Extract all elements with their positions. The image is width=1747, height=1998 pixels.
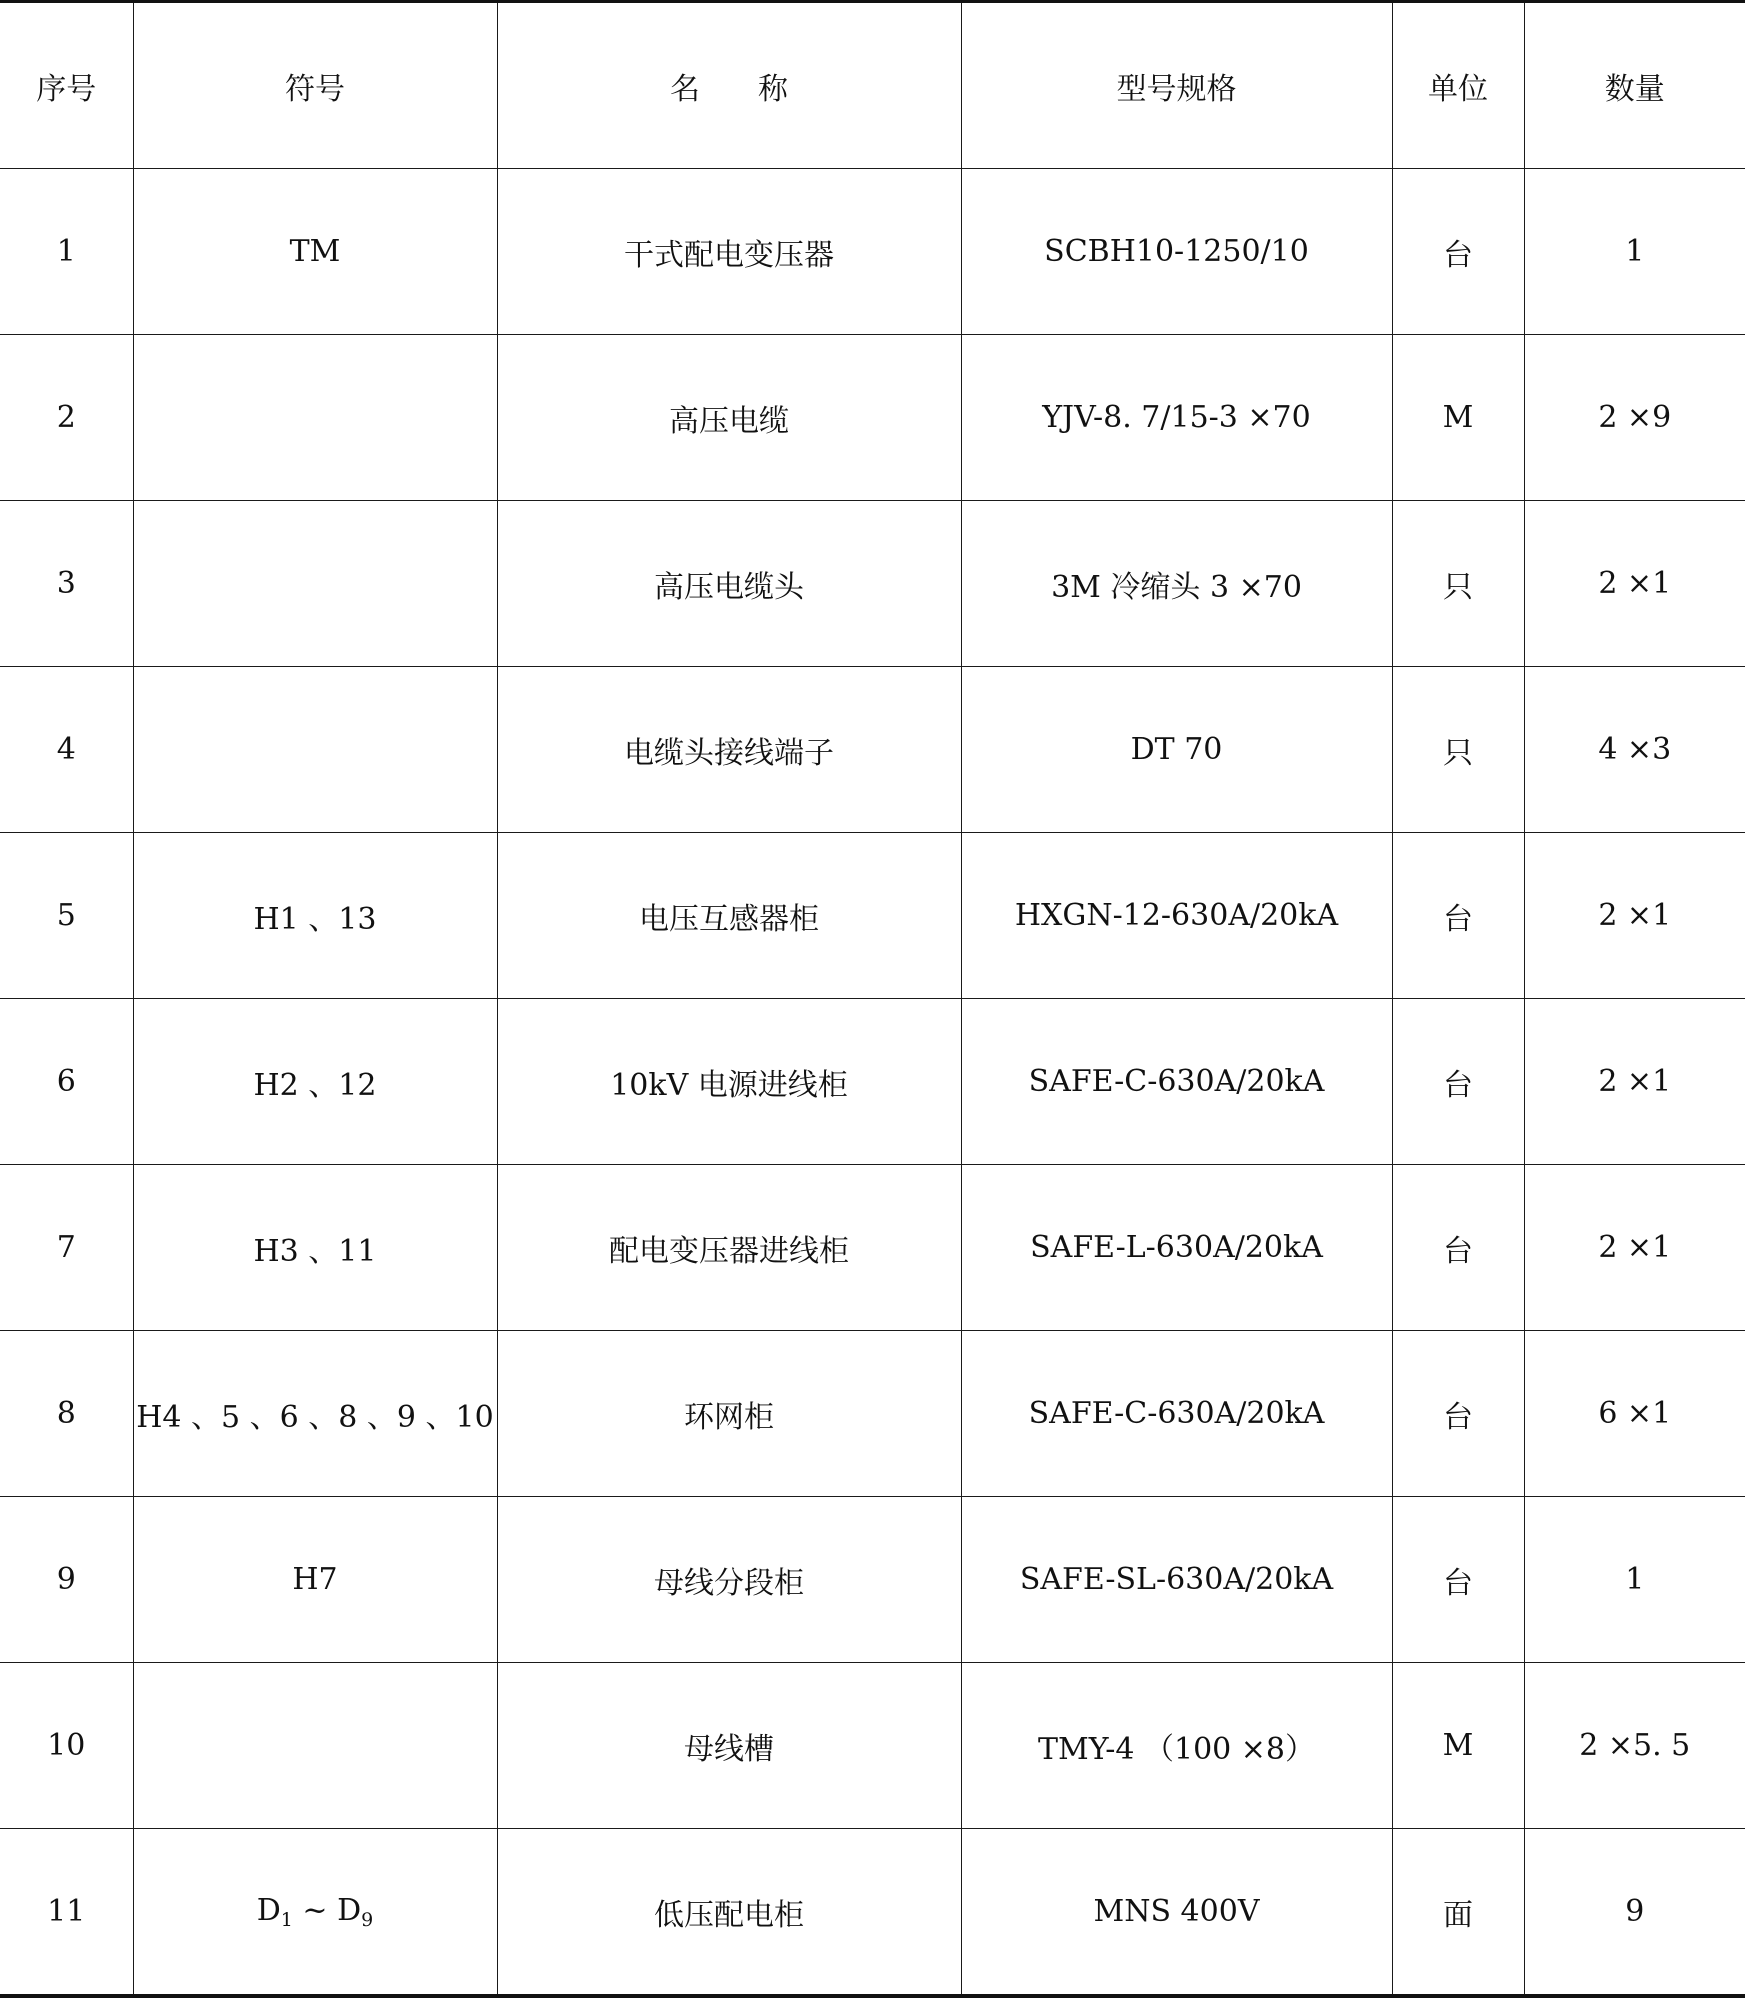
cell-name: 10kV 电源进线柜 xyxy=(497,999,961,1165)
cell-symbol: H2 、12 xyxy=(133,999,497,1165)
cell-symbol: H7 xyxy=(133,1497,497,1663)
cell-name: 电缆头接线端子 xyxy=(497,667,961,833)
cell-symbol: H3 、11 xyxy=(133,1165,497,1331)
table-row xyxy=(0,667,1745,833)
table-row xyxy=(0,501,1745,667)
header-unit: 单位 xyxy=(1392,2,1524,169)
cell-no: 2 xyxy=(0,335,133,501)
cell-unit: 台 xyxy=(1392,833,1524,999)
cell-quantity: 1 xyxy=(1524,169,1745,335)
table-row xyxy=(0,833,1745,999)
cell-model: MNS 400V xyxy=(961,1829,1392,1997)
symbol-subscript-a: 1 xyxy=(280,1908,293,1931)
cell-symbol xyxy=(133,1829,497,1997)
cell-name: 电压互感器柜 xyxy=(497,833,961,999)
cell-quantity: 1 xyxy=(1524,1497,1745,1663)
table-row xyxy=(0,1663,1745,1829)
symbol-subscript-b: 9 xyxy=(361,1908,374,1931)
cell-quantity: 4 ×3 xyxy=(1524,667,1745,833)
cell-name: 高压电缆 xyxy=(497,335,961,501)
cell-model: TMY-4 （100 ×8） xyxy=(961,1663,1392,1829)
cell-name: 配电变压器进线柜 xyxy=(497,1165,961,1331)
cell-no: 11 xyxy=(0,1829,133,1997)
cell-unit: 只 xyxy=(1392,501,1524,667)
cell-name: 干式配电变压器 xyxy=(497,169,961,335)
cell-name: 母线分段柜 xyxy=(497,1497,961,1663)
cell-no: 3 xyxy=(0,501,133,667)
cell-quantity: 2 ×1 xyxy=(1524,999,1745,1165)
cell-unit: 台 xyxy=(1392,1331,1524,1497)
table-row xyxy=(0,1829,1745,1997)
cell-no: 1 xyxy=(0,169,133,335)
header-name xyxy=(497,2,961,169)
cell-symbol: H1 、13 xyxy=(133,833,497,999)
table-row xyxy=(0,169,1745,335)
cell-no: 4 xyxy=(0,667,133,833)
cell-model: SAFE-C-630A/20kA xyxy=(961,1331,1392,1497)
cell-quantity: 2 ×5. 5 xyxy=(1524,1663,1745,1829)
cell-no: 6 xyxy=(0,999,133,1165)
cell-symbol xyxy=(133,335,497,501)
symbol-separator: ~ D xyxy=(292,1892,362,1928)
table-row xyxy=(0,1331,1745,1497)
table-row xyxy=(0,335,1745,501)
cell-symbol xyxy=(133,667,497,833)
cell-model: DT 70 xyxy=(961,667,1392,833)
cell-name: 低压配电柜 xyxy=(497,1829,961,1997)
cell-name: 高压电缆头 xyxy=(497,501,961,667)
cell-model: 3M 冷缩头 3 ×70 xyxy=(961,501,1392,667)
cell-model: HXGN-12-630A/20kA xyxy=(961,833,1392,999)
cell-unit: 台 xyxy=(1392,999,1524,1165)
cell-unit: 台 xyxy=(1392,1165,1524,1331)
table-row xyxy=(0,1165,1745,1331)
cell-no: 8 xyxy=(0,1331,133,1497)
cell-unit: 台 xyxy=(1392,169,1524,335)
cell-model: SAFE-C-630A/20kA xyxy=(961,999,1392,1165)
cell-symbol xyxy=(133,501,497,667)
header-row xyxy=(0,2,1745,169)
cell-quantity: 9 xyxy=(1524,1829,1745,1997)
cell-model: SAFE-L-630A/20kA xyxy=(961,1165,1392,1331)
symbol-part-a: D xyxy=(256,1892,281,1928)
cell-unit: M xyxy=(1392,1663,1524,1829)
cell-model: SAFE-SL-630A/20kA xyxy=(961,1497,1392,1663)
table-row xyxy=(0,1497,1745,1663)
cell-name: 环网柜 xyxy=(497,1331,961,1497)
header-no: 序号 xyxy=(0,2,133,169)
cell-name: 母线槽 xyxy=(497,1663,961,1829)
cell-quantity: 2 ×1 xyxy=(1524,1165,1745,1331)
header-name-part2: 称 xyxy=(758,71,788,107)
cell-quantity: 2 ×1 xyxy=(1524,501,1745,667)
cell-symbol: TM xyxy=(133,169,497,335)
cell-no: 9 xyxy=(0,1497,133,1663)
cell-no: 7 xyxy=(0,1165,133,1331)
cell-quantity: 2 ×1 xyxy=(1524,833,1745,999)
cell-symbol: H4 、5 、6 、8 、9 、10 xyxy=(133,1331,497,1497)
cell-unit: 只 xyxy=(1392,667,1524,833)
header-quantity: 数量 xyxy=(1524,2,1745,169)
cell-symbol xyxy=(133,1663,497,1829)
header-model: 型号规格 xyxy=(961,2,1392,169)
cell-unit: 面 xyxy=(1392,1829,1524,1997)
table-row xyxy=(0,999,1745,1165)
header-name-part1: 名 xyxy=(670,71,700,107)
cell-quantity: 2 ×9 xyxy=(1524,335,1745,501)
cell-no: 10 xyxy=(0,1663,133,1829)
cell-unit: M xyxy=(1392,335,1524,501)
cell-model: SCBH10-1250/10 xyxy=(961,169,1392,335)
cell-model: YJV-8. 7/15-3 ×70 xyxy=(961,335,1392,501)
cell-unit: 台 xyxy=(1392,1497,1524,1663)
header-symbol: 符号 xyxy=(133,2,497,169)
cell-no: 5 xyxy=(0,833,133,999)
cell-quantity: 6 ×1 xyxy=(1524,1331,1745,1497)
